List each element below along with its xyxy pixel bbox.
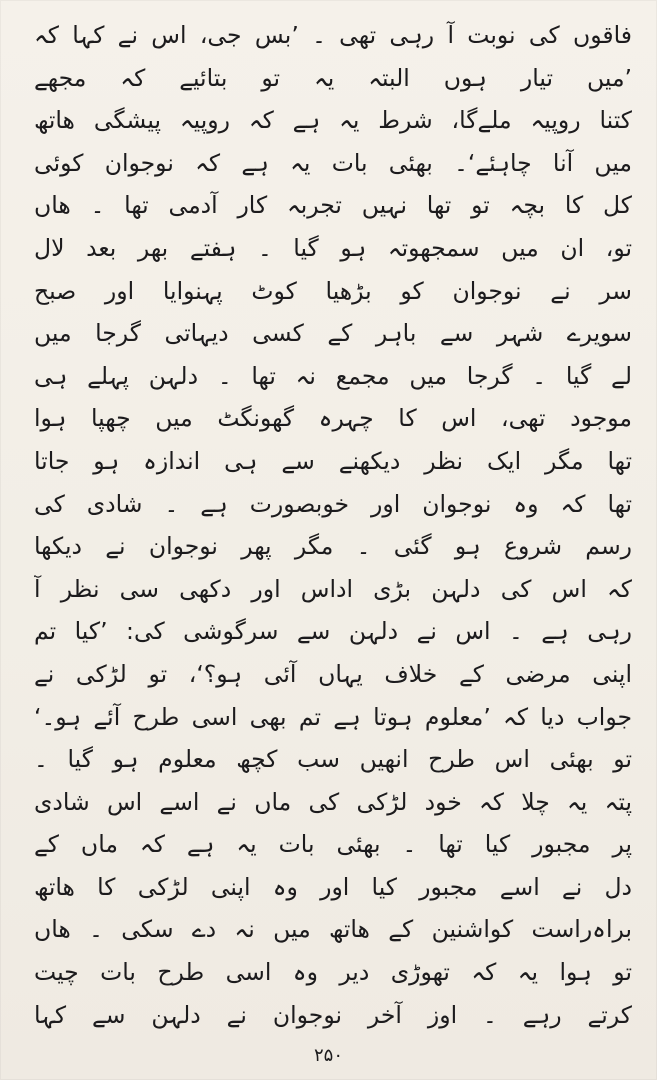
text-line: میں آنا چاہئے‘۔ بھئی بات یہ ہے کہ نوجوان کوئی	[34, 148, 632, 177]
body-text	[34, 14, 632, 1036]
text-line: ’میں تیار ہوں البتہ یہ تو بتائیے کہ مجھے	[34, 63, 632, 92]
text-line: تھا کہ وہ نوجوان اور خوبصورت ہے ۔ شادی کی	[34, 489, 632, 518]
text-line: تھا مگر ایک نظر دیکھنے سے ہی اندازہ ہو جاتا	[34, 446, 632, 475]
text-line: سر نے نوجوان کو بڑھیا کوٹ پہنوایا اور صبح	[34, 276, 632, 305]
text-line: سویرے شہر سے باہر کے کسی دیہاتی گرجا میں	[34, 319, 632, 348]
text-line: دل نے اسے مجبور کیا اور وہ اپنی لڑکی کا ھاتھ	[34, 872, 632, 901]
text-line: موجود تھی، اس کا چہرہ گھونگٹ میں چھپا ہوا	[34, 404, 632, 433]
text-line: تو ہوا یہ کہ تھوڑی دیر وہ اسی طرح بات چیت	[34, 958, 632, 987]
page-number: ۲۵۰	[313, 1045, 343, 1066]
text-line: پتہ یہ چلا کہ خود لڑکی کی ماں نے اسے اس شادی	[34, 787, 632, 816]
text-line: کتنا روپیہ ملےگا، شرط یہ ہے کہ روپیہ پیشگی ھاتھ	[34, 106, 632, 135]
text-line: کرتے رہے ۔ اوز آخر نوجوان نے دلہن سے کہا	[34, 1000, 632, 1029]
text-line: پر مجبور کیا تھا ۔ بھئی بات یہ ہے کہ ماں کے	[34, 830, 632, 859]
text-line: جواب دیا کہ ’معلوم ہوتا ہے تم بھی اسی طرح آئے ہو۔‘	[34, 702, 632, 731]
text-line: تو، ان میں سمجھوتہ ہو گیا ۔ ہفتے بھر بعد لال	[34, 233, 632, 262]
text-line: رسم شروع ہو گئی ۔ مگر پھر نوجوان نے دیکھا	[34, 532, 632, 561]
text-line: اپنی مرضی کے خلاف یہاں آئی ہو؟‘، تو لڑکی نے	[34, 659, 632, 688]
text-line: رہی ہے ۔ اس نے دلہن سے سرگوشی کی: ’کیا تم	[34, 617, 632, 646]
text-line: فاقوں کی نوبت آ رہی تھی ۔ ’بس جی، اس نے کہا کہ	[34, 21, 632, 49]
text-line: براہ‌راست کواشنین کے ھاتھ میں نہ دے سکی ۔ ھاں	[34, 915, 632, 944]
text-line: لے گیا ۔ گرجا میں مجمع نہ تھا ۔ دلہن پہلے ہی	[34, 361, 632, 390]
text-line: کل کا بچہ تو تھا نہیں تجربہ کار آدمی تھا ۔ ھاں	[34, 191, 632, 220]
text-line: تو بھئی اس طرح انھیں سب کچھ معلوم ہو گیا ۔	[34, 745, 632, 774]
text-line: کہ اس کی دلہن بڑی اداس اور دکھی سی نظر آ	[34, 574, 632, 603]
